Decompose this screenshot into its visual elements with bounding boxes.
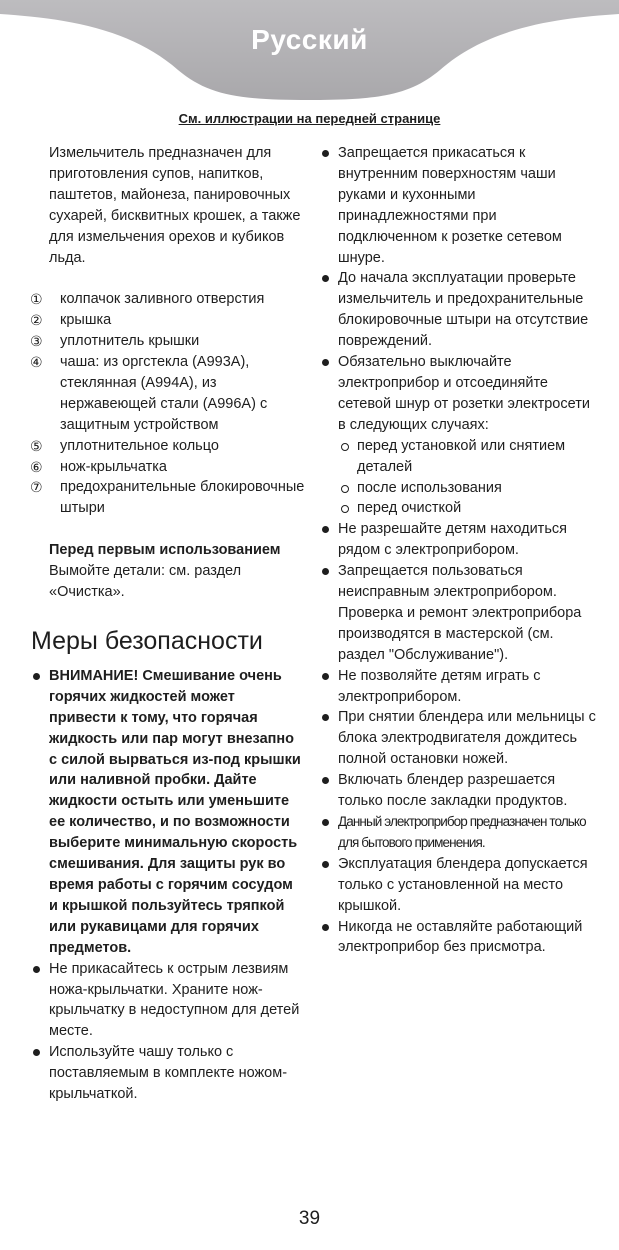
bullet-icon bbox=[319, 143, 338, 268]
bullet-icon bbox=[319, 561, 338, 666]
first-use-text: Вымойте детали: см. раздел «Очистка». bbox=[49, 563, 242, 600]
intro-paragraph: Измельчитель предназначен для приготовления супов, напитков, паштетов, майонеза, панировочных сухарей, бисквитных крошек, а также для измельчения орехов и кубиков льда. bbox=[49, 145, 301, 266]
safety-warning-text: ВНИМАНИЕ! Смешивание очень горячих жидкостей может привести к тому, что горячая жидкость или пар могут внезапно с силой вырваться из-под крышки или наливной пробки. Дайте жидкости остыть или уменьшите ее количество, и по возможности выберите минимальную скорость смешивания. Для защиты рук во время работы с горячим сосудом и крышкой пользуйтесь тряпкой или рукавицами для горячих предметов. bbox=[49, 667, 301, 956]
part-label: чаша: из оргстекла (A993A), стеклянная (A994A), из нержавеющей стали (A996A) с защитным устройством bbox=[60, 354, 268, 433]
safety-item bbox=[319, 561, 599, 666]
bullet-icon bbox=[30, 666, 49, 959]
bullet-icon bbox=[319, 268, 338, 352]
right-column bbox=[319, 143, 599, 958]
safety-item bbox=[319, 268, 599, 352]
safety-item-text: Используйте чашу только с поставляемым в комплекте ножом-крыльчаткой. bbox=[49, 1044, 288, 1103]
language-title: Русский bbox=[251, 24, 368, 55]
part-number: ① bbox=[30, 291, 43, 308]
safety-item bbox=[30, 959, 305, 1043]
safety-item bbox=[319, 854, 599, 917]
bullet-icon bbox=[319, 352, 338, 436]
parts-list-item bbox=[30, 331, 305, 352]
safety-item-text: При снятии блендера или мельницы с блока электродвигателя дождитесь полной остановки ножей. bbox=[338, 709, 596, 768]
safety-item-text: Эксплуатация блендера допускается только с установленной на место крышкой. bbox=[338, 855, 588, 914]
part-label: нож-крыльчатка bbox=[60, 458, 167, 475]
safety-item-text: Включать блендер разрешается только после закладки продуктов. bbox=[338, 772, 568, 810]
safety-item-text: Не разрешайте детям находиться рядом с электроприбором. bbox=[338, 521, 567, 559]
part-number: ② bbox=[30, 312, 43, 329]
safety-warning-item bbox=[30, 666, 305, 959]
circle-bullet-icon bbox=[338, 436, 357, 478]
bullet-icon bbox=[319, 854, 338, 917]
part-number: ⑤ bbox=[30, 437, 43, 454]
safety-item bbox=[319, 666, 599, 708]
parts-list-item bbox=[30, 477, 305, 519]
sub-item-text: после использования bbox=[357, 479, 502, 496]
part-label: колпачок заливного отверстия bbox=[60, 291, 265, 308]
part-label: уплотнитель крышки bbox=[60, 333, 200, 350]
bullet-icon bbox=[30, 959, 49, 1043]
safety-item bbox=[319, 917, 599, 959]
safety-item-text: Запрещается прикасаться к внутренним поверхностям чаши руками и кухонными принадлежностями при подключенном к розетке сетевом шнуре. bbox=[338, 145, 562, 266]
safety-heading: Меры безопасности bbox=[31, 626, 263, 655]
bullet-icon bbox=[30, 1042, 49, 1105]
sub-item bbox=[319, 436, 599, 478]
bullet-icon bbox=[319, 519, 338, 561]
safety-item bbox=[319, 143, 599, 268]
bullet-icon bbox=[319, 666, 338, 708]
bullet-icon bbox=[319, 812, 338, 854]
part-number: ④ bbox=[30, 354, 43, 371]
bullet-icon bbox=[319, 770, 338, 812]
part-number: ⑥ bbox=[30, 458, 43, 475]
parts-list-item bbox=[30, 457, 305, 478]
part-number: ③ bbox=[30, 333, 43, 350]
safety-item bbox=[319, 352, 599, 436]
circle-bullet-icon bbox=[338, 478, 357, 499]
part-label: предохранительные блокировочные штыри bbox=[60, 479, 305, 517]
illustrations-note: См. иллюстрации на передней странице bbox=[178, 111, 441, 126]
bullet-icon bbox=[319, 707, 338, 770]
safety-item bbox=[319, 707, 599, 770]
circle-bullet-icon bbox=[338, 498, 357, 519]
part-number: ⑦ bbox=[30, 479, 43, 496]
part-label: крышка bbox=[60, 312, 112, 329]
safety-item-text: До начала эксплуатации проверьте измельчитель и предохранительные блокировочные штыри на отсутствие повреждений. bbox=[338, 270, 589, 350]
parts-list-item bbox=[30, 289, 305, 310]
sub-item bbox=[319, 478, 599, 499]
parts-list bbox=[30, 289, 305, 519]
safety-item-text: Обязательно выключайте электроприбор и отсоединяйте сетевой шнур от розетки электросети в следующих случаях: bbox=[338, 354, 590, 433]
safety-item bbox=[319, 519, 599, 561]
first-use-heading: Перед первым использованием bbox=[49, 542, 281, 559]
sub-item-text: перед установкой или снятием деталей bbox=[357, 437, 566, 475]
parts-list-item bbox=[30, 352, 305, 436]
safety-item-text: Никогда не оставляйте работающий электроприбор без присмотра. bbox=[338, 918, 583, 956]
left-column bbox=[30, 143, 305, 1105]
parts-list-item bbox=[30, 310, 305, 331]
part-label: уплотнительное кольцо bbox=[60, 437, 219, 454]
safety-item-text: Не прикасайтесь к острым лезвиям ножа-крыльчатки. Храните нож-крыльчатку в недоступном для детей месте. bbox=[49, 960, 300, 1040]
safety-item-text: Не позволяйте детям играть с электроприбором. bbox=[338, 667, 541, 705]
safety-item bbox=[319, 770, 599, 812]
sub-item bbox=[319, 498, 599, 519]
safety-item bbox=[30, 1042, 305, 1105]
safety-item-text: Данный электроприбор предназначен только для бытового применения. bbox=[338, 814, 586, 850]
safety-item bbox=[319, 812, 599, 854]
safety-item-text: Запрещается пользоваться неисправным электроприбором. Проверка и ремонт электроприбора производятся в мастерской (см. раздел "Обслуживание"). bbox=[338, 563, 582, 663]
sub-item-text: перед очисткой bbox=[357, 500, 462, 517]
parts-list-item bbox=[30, 436, 305, 457]
page-number: 39 bbox=[298, 1208, 321, 1229]
bullet-icon bbox=[319, 917, 338, 959]
